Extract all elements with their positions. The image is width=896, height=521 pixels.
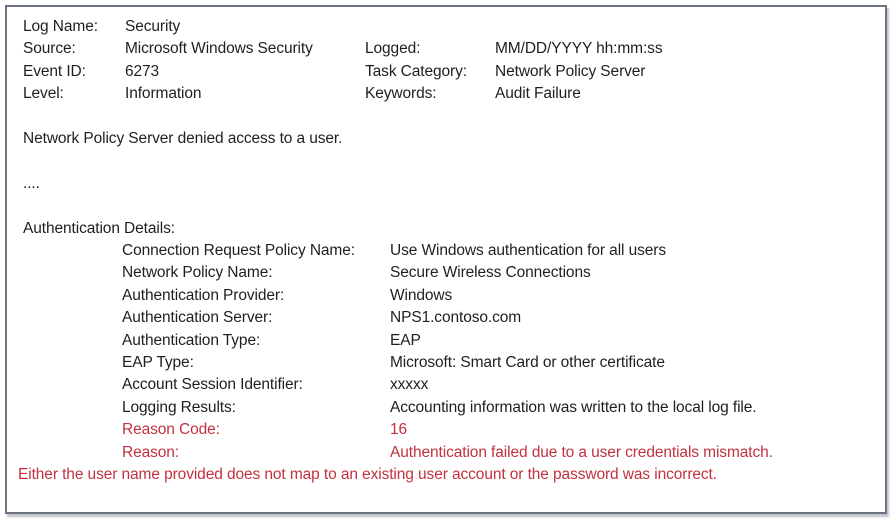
- detail-value: Microsoft: Smart Card or other certificate: [390, 354, 665, 372]
- detail-value: NPS1.contoso.com: [390, 309, 522, 327]
- detail-value: 16: [390, 421, 408, 439]
- detail-label: EAP Type:: [122, 354, 194, 372]
- task-category-value: Network Policy Server: [495, 62, 646, 80]
- detail-label: Reason Code:: [122, 421, 220, 439]
- detail-value: Windows: [390, 286, 453, 304]
- keywords-label: Keywords:: [365, 85, 437, 103]
- detail-label: Logging Results:: [122, 398, 236, 416]
- source-label: Source:: [23, 40, 76, 58]
- detail-value: Authentication failed due to a user credentials mismatch.: [390, 443, 773, 461]
- header-row-log-name: [23, 16, 877, 38]
- event-log-content: [7, 7, 885, 486]
- blank-line: [23, 106, 877, 128]
- event-log-panel: [5, 5, 887, 514]
- header-spacer: [365, 16, 495, 38]
- detail-row-eap-type: [23, 352, 877, 374]
- header-spacer: [495, 16, 877, 38]
- task-category-label: Task Category:: [365, 62, 467, 80]
- detail-label: Reason:: [122, 443, 180, 461]
- level-value: Information: [125, 85, 202, 103]
- authentication-details-title: Authentication Details:: [23, 219, 175, 237]
- log-name-value: Security: [125, 18, 181, 35]
- detail-value: Use Windows authentication for all users: [390, 242, 666, 260]
- detail-label: Account Session Identifier:: [122, 376, 303, 394]
- detail-row-network-policy-name: [23, 262, 877, 284]
- header-row-eventid-taskcategory: [23, 61, 877, 83]
- detail-row-connection-request-policy: [23, 240, 877, 262]
- header-row-source-logged: [23, 38, 877, 60]
- detail-label: Authentication Type:: [122, 331, 261, 349]
- detail-label: Connection Request Policy Name:: [122, 242, 355, 260]
- detail-row-authentication-provider: [23, 285, 877, 307]
- event-description: Network Policy Server denied access to a user.: [23, 130, 343, 148]
- detail-row-reason-code: [23, 419, 877, 441]
- detail-label: Authentication Server:: [122, 309, 273, 327]
- keywords-value: Audit Failure: [495, 85, 581, 103]
- event-id-label: Event ID:: [23, 62, 86, 80]
- detail-label: Network Policy Name:: [122, 264, 273, 282]
- detail-row-reason: [23, 442, 877, 464]
- detail-value: xxxxx: [390, 376, 429, 394]
- detail-row-authentication-server: [23, 307, 877, 329]
- detail-value: EAP: [390, 331, 421, 349]
- error-footnote: Either the user name provided does not map to an existing user account or the password was incorrect.: [18, 466, 717, 484]
- event-id-value: 6273: [125, 62, 160, 80]
- log-name-label: Log Name:: [23, 18, 98, 35]
- logged-value: MM/DD/YYYY hh:mm:ss: [495, 40, 663, 58]
- logged-label: Logged:: [365, 40, 421, 58]
- detail-row-account-session-identifier: [23, 374, 877, 396]
- blank-line: [23, 150, 877, 172]
- ellipsis-line: ....: [23, 174, 40, 192]
- detail-row-authentication-type: [23, 330, 877, 352]
- detail-row-logging-results: [23, 397, 877, 419]
- level-label: Level:: [23, 85, 64, 103]
- source-value: Microsoft Windows Security: [125, 40, 313, 58]
- detail-label: Authentication Provider:: [122, 286, 285, 304]
- detail-value: Accounting information was written to the local log file.: [390, 398, 757, 416]
- blank-line: [23, 195, 877, 217]
- detail-value: Secure Wireless Connections: [390, 264, 591, 282]
- header-row-level-keywords: [23, 83, 877, 105]
